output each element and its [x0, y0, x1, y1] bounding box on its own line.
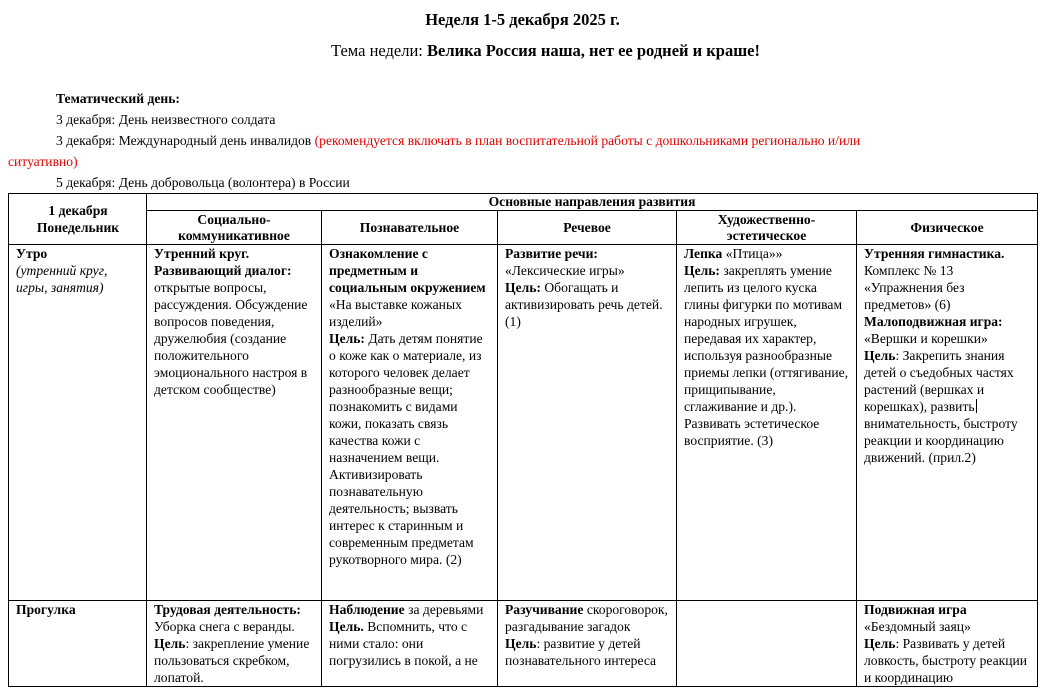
header-row-columns [9, 211, 1038, 245]
cell-physical [857, 245, 1038, 601]
day-weekday: Понедельник [36, 220, 120, 235]
main-directions-header: Основные направления развития [147, 194, 1038, 211]
cell-text: «Лексические игры» [505, 263, 625, 278]
row-label-cell [9, 245, 147, 601]
goal-label: Цель [505, 636, 537, 651]
text-cursor [976, 399, 977, 413]
cell-text: «Вершки и корешки» [864, 331, 988, 346]
table-row [9, 601, 1038, 687]
table-row [9, 245, 1038, 601]
cell-text: Обогащать и активизировать речь детей. (1) [505, 280, 663, 329]
theme-prefix: Тема недели: [331, 41, 428, 60]
cell-text: «Бездомный заяц» [864, 619, 971, 634]
cell-subheading: Малоподвижная игра: [864, 314, 1003, 329]
row-label: Утро [16, 246, 48, 261]
cell-heading: Утренний круг. [154, 246, 250, 261]
cell-text: : Закрепить знания детей о съедобных частях растений (вершках и корешках), развить [864, 348, 1014, 414]
column-header-cognitive: Познавательное [322, 211, 498, 245]
cell-art [677, 601, 857, 687]
header-row-main [9, 194, 1038, 211]
cell-text: : Развивать у детей ловкость, быстроту реакции и координацию [864, 636, 1028, 685]
cell-text: : закрепление умение пользоваться скребком, лопатой. [154, 636, 310, 685]
cell-heading: Утренняя гимнастика. [864, 246, 1005, 261]
cell-text: Дать детям понятие о коже как о материале, из которого человек делает разнообразные вещи; познакомить с видами кожи, показать связь качества кожи с назначением вещи. Активизировать познавательную деятельность; вызвать интерес к старинным и современным предметам рукотворного мира. (2) [329, 331, 483, 567]
column-header-art: Художественно-эстетическое [677, 211, 857, 245]
cell-text: : развитие у детей познавательного интереса [505, 636, 657, 668]
cell-text: открытые вопросы, рассуждения. Обсуждение вопросов поведения, дружелюбия (создание положительного эмоционального настроя в детском сообществе) [154, 280, 308, 397]
thematic-day-2-note-cont: ситуативно) [8, 154, 78, 169]
goal-label: Цель [864, 348, 896, 363]
cell-text: Уборка снега с веранды. [154, 619, 295, 634]
cell-text: Комплекс № 13 «Упражнения без предметов» (6) [864, 263, 965, 312]
cell-cognitive [322, 601, 498, 687]
cell-physical [857, 601, 1038, 687]
day-date: 1 декабря [48, 203, 108, 218]
goal-label: Цель [864, 636, 896, 651]
page-title: Неделя 1-5 декабря 2025 г. [425, 10, 620, 29]
thematic-day-3: 5 декабря: День добровольца (волонтера) в России [56, 175, 350, 190]
column-header-physical: Физическое [857, 211, 1038, 245]
cell-text: внимательность, быстроту реакции и координацию движений. (прил.2) [864, 416, 1018, 465]
cell-heading: Ознакомление с предметным и социальным окружением [329, 246, 486, 295]
thematic-day-2 [8, 130, 1038, 151]
goal-label: Цель [154, 636, 186, 651]
cell-heading: Наблюдение [329, 602, 405, 617]
row-sublabel: (утренний круг, игры, занятия) [16, 263, 108, 295]
cell-heading: Развитие речи: [505, 246, 598, 261]
cell-social [147, 601, 322, 687]
thematic-day-2-note: (рекомендуется включать в план воспитательной работы с дошкольниками регионально и/или [314, 133, 861, 148]
row-label-cell [9, 601, 147, 687]
cell-social [147, 245, 322, 601]
thematic-day-label: Тематический день: [56, 91, 180, 106]
cell-subheading: Развивающий диалог: [154, 263, 292, 278]
cell-text: Вспомнить, что с ними стало: они погрузились в покой, а не [329, 619, 478, 668]
cell-speech [498, 245, 677, 601]
column-header-speech: Речевое [498, 211, 677, 245]
cell-text: «На выставке кожаных изделий» [329, 297, 462, 329]
row-label: Прогулка [16, 602, 76, 617]
goal-label: Цель. [329, 619, 364, 634]
cell-cognitive [322, 245, 498, 601]
cell-speech [498, 601, 677, 687]
cell-heading: Лепка [684, 246, 723, 261]
cell-heading: Разучивание [505, 602, 584, 617]
week-theme [0, 41, 1045, 61]
cell-text: закреплять умение лепить из целого куска глины фигурки по мотивам народных игрушек, передавая их характер, используя разнообразные приемы лепки (оттягивание, прищипывание, сглаживание и др.). Развивать эстетическое восприятие. (3) [684, 263, 849, 448]
cell-text: скороговорок, разгадывание загадок [505, 602, 668, 634]
goal-label: Цель: [684, 263, 720, 278]
cell-heading: Трудовая деятельность: [154, 602, 301, 617]
plan-table [8, 193, 1038, 687]
goal-label: Цель: [505, 280, 541, 295]
goal-label: Цель: [329, 331, 365, 346]
cell-text: за деревьями [404, 602, 484, 617]
thematic-days [8, 88, 1038, 193]
thematic-day-2-text: 3 декабря: Международный день инвалидов [56, 133, 315, 148]
cell-heading: Подвижная игра [864, 602, 967, 617]
column-header-social: Социально-коммуникативное [147, 211, 322, 245]
day-header-cell [9, 194, 147, 245]
cell-art [677, 245, 857, 601]
cell-text: «Птица»» [722, 246, 783, 261]
theme-name: Велика Россия наша, нет ее родней и краше! [427, 41, 760, 60]
thematic-day-1: 3 декабря: День неизвестного солдата [56, 112, 276, 127]
